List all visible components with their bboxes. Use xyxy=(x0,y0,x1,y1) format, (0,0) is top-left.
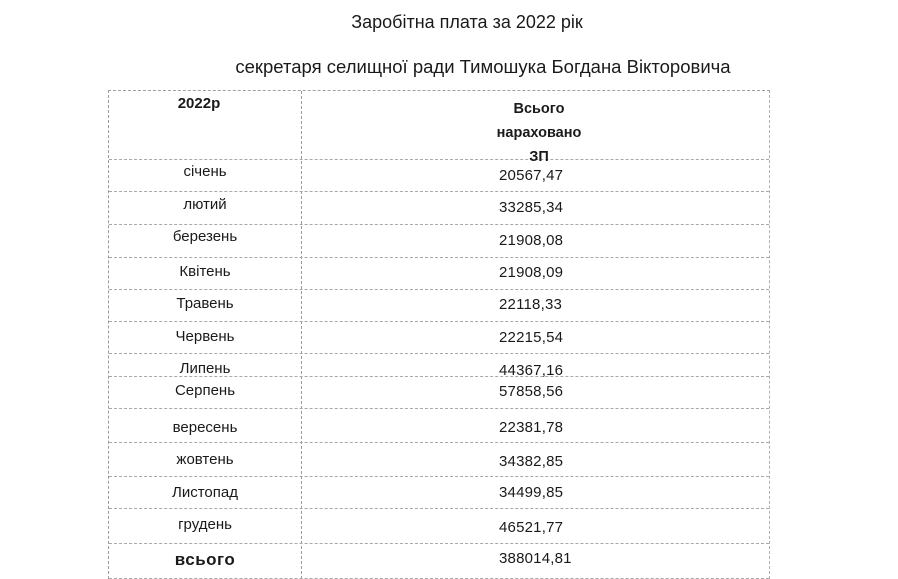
table-row xyxy=(109,290,769,322)
table-row xyxy=(109,159,769,192)
header-total-line-2: нараховано xyxy=(496,125,582,141)
amount-cell: 34499,85 xyxy=(499,484,564,501)
table-row xyxy=(109,354,769,377)
amount-cell: 22215,54 xyxy=(499,329,564,346)
table-row xyxy=(109,225,769,258)
month-cell: грудень xyxy=(178,516,232,533)
amount-cell: 22118,33 xyxy=(499,296,563,313)
total-label: всього xyxy=(174,550,236,569)
document-title: Заробітна плата за 2022 рік xyxy=(351,12,583,32)
month-cell: березень xyxy=(172,228,238,245)
table-row xyxy=(109,377,769,409)
amount-cell: 46521,77 xyxy=(499,519,564,536)
month-cell: лютий xyxy=(183,196,227,213)
month-cell: Серпень xyxy=(174,382,236,399)
amount-cell: 33285,34 xyxy=(499,199,564,216)
amount-cell: 34382,85 xyxy=(499,453,564,470)
amount-cell: 22381,78 xyxy=(499,419,564,436)
table-row xyxy=(109,477,769,509)
header-year: 2022р xyxy=(177,95,221,112)
total-amount: 388014,81 xyxy=(499,550,572,567)
amount-cell: 57858,56 xyxy=(499,383,564,400)
month-cell: Червень xyxy=(175,328,235,345)
table-header-row xyxy=(109,91,769,165)
table-total-row xyxy=(109,544,769,579)
month-cell: Листопад xyxy=(172,484,238,501)
month-cell: вересень xyxy=(172,419,238,436)
table-row xyxy=(109,409,769,443)
table-row xyxy=(109,322,769,354)
month-cell: Травень xyxy=(176,295,234,312)
month-cell: січень xyxy=(183,163,227,180)
amount-cell: 20567,47 xyxy=(499,167,564,184)
salary-table xyxy=(108,90,770,579)
amount-cell: 21908,09 xyxy=(499,264,564,281)
month-cell: жовтень xyxy=(176,451,234,468)
table-row xyxy=(109,258,769,290)
header-total-line-1: Всього xyxy=(513,101,565,117)
header-total-line-3: ЗП xyxy=(529,149,549,165)
amount-cell: 21908,08 xyxy=(499,232,564,249)
table-row xyxy=(109,192,769,225)
table-row xyxy=(109,443,769,477)
document-subtitle: секретаря селищної ради Тимошука Богдана Вікторовича xyxy=(235,56,731,77)
table-row xyxy=(109,509,769,544)
month-cell: Липень xyxy=(179,360,231,377)
month-cell: Квітень xyxy=(179,263,231,280)
amount-cell: 44367,16 xyxy=(499,362,564,379)
